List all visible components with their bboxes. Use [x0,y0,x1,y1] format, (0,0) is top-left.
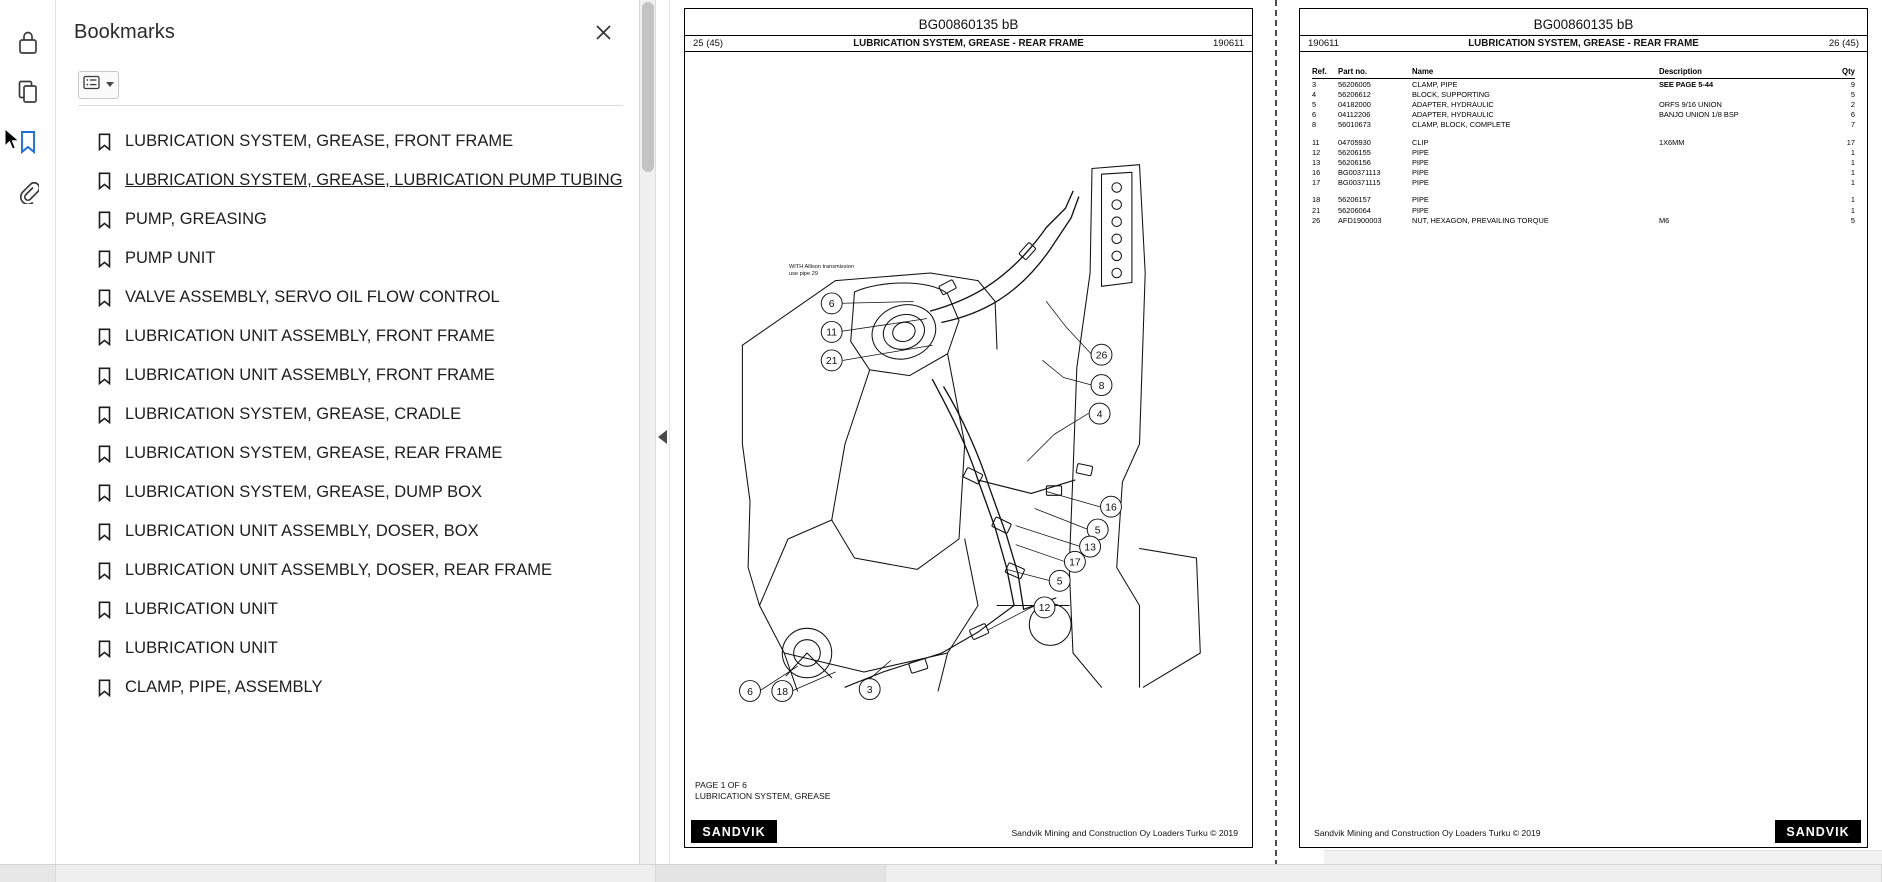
page-left-doc-number: BG00860135 bB [918,17,1019,32]
table-cell-qty: 1 [1850,157,1855,167]
parts-col-qty: Qty [1827,67,1855,79]
table-cell-qty: 9 [1850,79,1855,89]
svg-text:5: 5 [1094,525,1101,537]
table-cell-part: 56206156 [1338,157,1371,167]
bookmark-icon [96,210,112,230]
lock-icon[interactable] [8,22,48,62]
table-row [1312,89,1855,99]
bookmark-item-label: PUMP UNIT [125,249,216,267]
left-icon-rail [0,0,56,882]
page-right-date-code: 190611 [1308,38,1339,49]
table-cell-name: CLIP [1412,137,1429,147]
taskbar-segment[interactable] [656,865,886,882]
table-cell-name: PIPE [1412,178,1429,188]
bookmark-item[interactable] [96,512,621,551]
page-right-page-ref: 26 (45) [1828,38,1859,49]
table-cell-qty: 6 [1850,110,1855,120]
pdf-viewer[interactable] [670,0,1882,882]
parts-col-name: Name [1412,67,1659,79]
page-left-header-title: LUBRICATION SYSTEM, GREASE - REAR FRAME [853,38,1084,49]
svg-text:21: 21 [825,356,838,368]
bookmark-item[interactable] [96,161,621,200]
page-left-date-code: 190611 [1213,38,1244,49]
collapse-panel-arrow-icon[interactable] [658,430,667,444]
table-cell-qty: 1 [1850,168,1855,178]
pdf-page-right [1285,0,1882,866]
table-cell-qty: 1 [1850,205,1855,215]
table-row [1312,147,1855,157]
table-cell-ref: 5 [1312,99,1317,109]
bookmark-item[interactable] [96,434,621,473]
svg-text:17: 17 [1069,557,1081,569]
bookmark-item[interactable] [96,590,621,629]
bookmark-item[interactable] [96,200,621,239]
table-cell-desc: SEE PAGE 5-44 [1659,79,1714,89]
bookmark-icon [96,288,112,308]
page-right-credit: Sandvik Mining and Construction Oy Loaders Turku © 2019 [1314,828,1541,838]
chevron-down-icon [106,82,114,87]
table-cell-ref: 4 [1312,89,1317,99]
table-cell-ref: 13 [1312,157,1321,167]
table-cell-desc [1659,89,1827,99]
table-cell-name: PIPE [1412,195,1429,205]
table-row-spacer [1312,130,1855,137]
bookmark-item[interactable] [96,551,621,590]
table-cell-part: BG00371113 [1338,168,1381,178]
table-cell-part: 56206612 [1338,89,1371,99]
table-cell-qty: 17 [1846,137,1855,147]
table-cell-name: PIPE [1412,147,1429,157]
table-cell-desc: M6 [1659,215,1670,225]
table-row [1312,168,1855,178]
table-row [1312,178,1855,188]
table-cell-name: NUT, HEXAGON, PREVAILING TORQUE [1412,215,1549,225]
bookmark-item-label: LUBRICATION UNIT ASSEMBLY, DOSER, BOX [125,522,479,540]
table-cell-desc: BANJO UNION 1/8 BSP [1659,110,1739,120]
bookmark-options-button[interactable] [78,71,119,99]
parts-table-body [1312,79,1855,226]
table-cell-part: 56206157 [1338,195,1371,205]
bookmark-icon [96,444,112,464]
bookmark-item-label: LUBRICATION SYSTEM, GREASE, DUMP BOX [125,483,482,501]
bookmark-item[interactable] [96,356,621,395]
table-cell-ref: 18 [1312,195,1321,205]
table-row [1312,205,1855,215]
page-left-sheet [684,8,1253,848]
svg-text:12: 12 [1038,603,1051,615]
technical-drawing [693,59,1244,791]
table-cell-qty: 1 [1850,147,1855,157]
bookmark-icon [96,132,112,152]
table-cell-part: 56010673 [1338,120,1371,130]
table-cell-part: 56206064 [1338,205,1371,215]
table-cell-name: PIPE [1412,168,1429,178]
table-cell-ref: 8 [1312,120,1317,130]
table-cell-ref: 16 [1312,168,1321,178]
table-row [1312,110,1855,120]
bookmark-item-label: LUBRICATION UNIT ASSEMBLY, FRONT FRAME [125,327,495,345]
table-row [1312,137,1855,147]
page-right-header-bar [1300,35,1867,52]
table-cell-qty: 5 [1850,89,1855,99]
bookmark-item[interactable] [96,239,621,278]
table-cell-qty: 2 [1850,99,1855,109]
table-cell-part: 04182000 [1338,99,1371,109]
table-row [1312,120,1855,130]
bookmark-item-label: LUBRICATION UNIT ASSEMBLY, DOSER, REAR FRAME [125,561,552,579]
table-cell-part: 04112206 [1338,110,1371,120]
table-cell-part: 56206005 [1338,79,1371,89]
table-cell-qty: 1 [1850,178,1855,188]
bookmark-item-label: VALVE ASSEMBLY, SERVO OIL FLOW CONTROL [125,288,500,306]
svg-text:11: 11 [826,327,838,339]
table-row [1312,99,1855,109]
table-cell-ref: 11 [1312,137,1320,147]
bookmark-item-label: LUBRICATION UNIT [125,600,278,618]
table-cell-ref: 17 [1312,178,1321,188]
taskbar-segment[interactable] [886,865,1882,882]
table-cell-name: CLAMP, PIPE [1412,79,1458,89]
bookmarks-title: Bookmarks [74,20,175,43]
table-cell-desc [1659,205,1827,215]
table-cell-desc [1659,120,1827,130]
panel-splitter[interactable] [656,0,670,882]
table-cell-part: 04705930 [1338,137,1371,147]
table-cell-ref: 26 [1312,215,1321,225]
bookmarks-list [56,122,639,882]
page-left-credit: Sandvik Mining and Construction Oy Loaders Turku © 2019 [1011,828,1238,838]
bookmark-item-label: LUBRICATION SYSTEM, GREASE, REAR FRAME [125,444,503,462]
os-taskbar [0,864,1882,882]
svg-text:13: 13 [1084,542,1096,554]
table-cell-desc [1659,178,1827,188]
bookmark-item[interactable] [96,473,621,512]
svg-text:26: 26 [1095,350,1108,362]
table-cell-name: ADAPTER, HYDRAULIC [1412,99,1494,109]
svg-text:5: 5 [1056,576,1063,588]
table-cell-name: ADAPTER, HYDRAULIC [1412,110,1494,120]
parts-table-container [1312,67,1855,225]
svg-text:6: 6 [828,299,835,311]
table-cell-desc: ORFS 9/16 UNION [1659,99,1722,109]
page-left-logo: SANDVIK [691,820,777,843]
parts-table [1312,67,1855,225]
bookmark-icon [96,600,112,620]
table-cell-ref: 3 [1312,79,1317,89]
pages-thumbnail-icon[interactable] [8,72,48,112]
table-row [1312,79,1855,90]
table-cell-part: BG00371115 [1338,178,1381,188]
bookmark-icon [96,171,112,191]
table-cell-ref: 21 [1312,205,1321,215]
svg-text:8: 8 [1098,380,1105,392]
table-cell-desc [1659,168,1827,178]
page-left-header-bar [685,35,1252,52]
page-left-caption-line1: PAGE 1 OF 6 [695,779,747,790]
drawing-note: WITH Allison transmission use pipe 29 [789,264,854,278]
attachment-icon[interactable] [8,172,48,212]
svg-text:3: 3 [866,684,873,696]
bookmark-item-label: PUMP, GREASING [125,210,267,228]
bookmark-item[interactable] [96,668,621,707]
table-cell-part: 56206155 [1338,147,1371,157]
bookmarks-scrollbar-thumb[interactable] [642,2,654,172]
table-cell-name: PIPE [1412,205,1429,215]
parts-col-part: Part no. [1338,67,1412,79]
bookmark-item-label: LUBRICATION UNIT ASSEMBLY, FRONT FRAME [125,366,495,384]
page-left-caption-line2: LUBRICATION SYSTEM, GREASE [695,791,831,802]
page-divider [1275,0,1277,866]
page-right-sheet [1299,8,1868,848]
bookmarks-header [56,0,639,64]
table-cell-desc [1659,195,1827,205]
table-cell-desc [1659,147,1827,157]
bookmark-icon [96,678,112,698]
bookmarks-scrollbar[interactable] [640,0,656,882]
page-right-doc-number: BG00860135 bB [1533,17,1634,32]
svg-text:4: 4 [1096,409,1103,421]
pdf-page-left [670,0,1267,866]
parts-col-ref: Ref. [1312,67,1338,79]
table-cell-desc [1659,157,1827,167]
table-cell-qty: 1 [1850,195,1855,205]
page-right-logo: SANDVIK [1775,820,1861,843]
bookmark-item[interactable] [96,278,621,317]
table-row [1312,195,1855,205]
table-cell-desc: 1X6MM [1659,137,1685,147]
table-cell-name: PIPE [1412,157,1429,167]
table-cell-ref: 12 [1312,147,1321,157]
bookmark-icon [96,366,112,386]
table-row-spacer [1312,188,1855,195]
bookmark-item[interactable] [96,395,621,434]
bookmark-item[interactable] [96,122,621,161]
table-cell-name: CLAMP, BLOCK, COMPLETE [1412,120,1511,130]
svg-text:16: 16 [1105,502,1117,514]
bookmark-icon [96,249,112,269]
bookmark-icon [96,639,112,659]
bookmark-icon [96,327,112,347]
bookmark-icon [96,405,112,425]
pdf-pages [670,0,1882,866]
bookmark-icon[interactable] [8,122,48,162]
parts-table-header-row [1312,67,1855,79]
bookmark-icon [96,561,112,581]
table-cell-qty: 7 [1850,120,1855,130]
bookmark-item-label: CLAMP, PIPE, ASSEMBLY [125,678,323,696]
bookmark-icon [96,483,112,503]
taskbar-segment[interactable] [56,865,656,882]
page-right-header-title: LUBRICATION SYSTEM, GREASE - REAR FRAME [1468,38,1699,49]
bookmark-item-label: LUBRICATION SYSTEM, GREASE, FRONT FRAME [125,132,514,150]
table-cell-qty: 5 [1850,215,1855,225]
table-cell-name: BLOCK, SUPPORTING [1412,89,1490,99]
parts-col-desc: Description [1659,67,1827,79]
bookmark-item[interactable] [96,629,621,668]
close-icon[interactable] [589,18,617,46]
bookmark-icon [96,522,112,542]
viewer-horizontal-scrollbar[interactable] [1324,850,1882,864]
table-row [1312,157,1855,167]
bookmark-item[interactable] [96,317,621,356]
table-row [1312,215,1855,225]
table-cell-ref: 6 [1312,110,1317,120]
bookmark-item-label: LUBRICATION SYSTEM, GREASE, LUBRICATION PUMP TUBING [125,171,623,189]
bookmarks-toolbar [78,64,623,106]
svg-text:6: 6 [747,686,753,698]
page-left-page-ref: 25 (45) [693,38,724,49]
taskbar-segment[interactable] [0,865,56,882]
page-left-caption [695,780,830,803]
bookmarks-panel [56,0,640,882]
table-cell-part: AFD1900003 [1338,215,1382,225]
list-options-icon [83,75,100,95]
svg-text:18: 18 [776,686,789,698]
bookmark-item-label: LUBRICATION UNIT [125,639,278,657]
bookmark-item-label: LUBRICATION SYSTEM, GREASE, CRADLE [125,405,462,423]
